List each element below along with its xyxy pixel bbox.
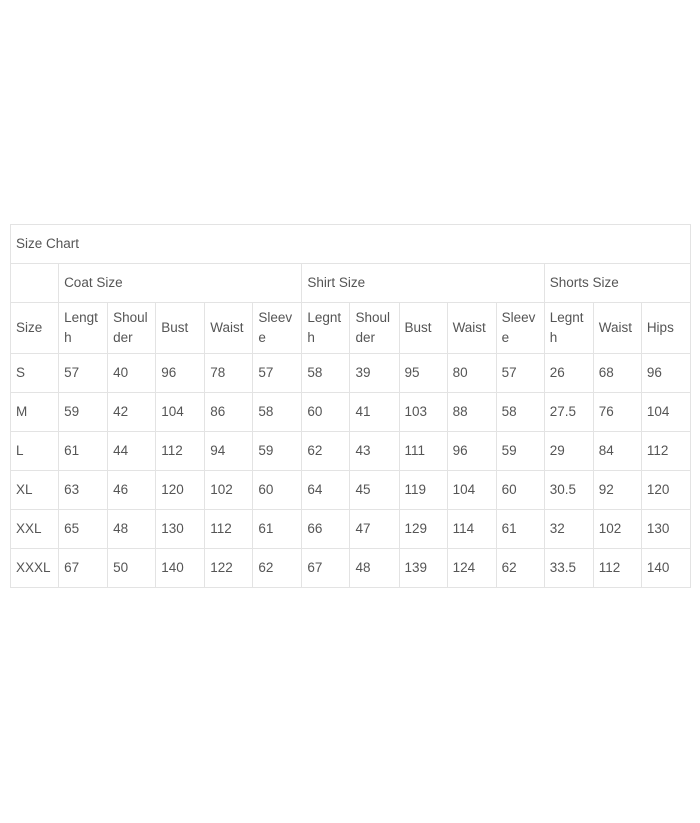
table-cell: 60 [302, 393, 350, 432]
column-header-cell: Sleeve [496, 303, 544, 354]
table-cell: 112 [593, 549, 641, 588]
table-row [11, 354, 691, 393]
table-cell: 67 [59, 549, 108, 588]
table-cell: 58 [302, 354, 350, 393]
table-row [11, 549, 691, 588]
table-cell: 130 [641, 510, 690, 549]
table-cell: 50 [108, 549, 156, 588]
table-cell: 61 [59, 432, 108, 471]
table-row [11, 432, 691, 471]
table-cell: 60 [496, 471, 544, 510]
table-cell: 130 [156, 510, 205, 549]
group-header-row [11, 264, 691, 303]
table-row [11, 393, 691, 432]
group-header-cell: Shorts Size [544, 264, 690, 303]
title-row [11, 225, 691, 264]
table-cell: 80 [447, 354, 496, 393]
table-cell: 59 [59, 393, 108, 432]
column-header-cell: Length [59, 303, 108, 354]
table-cell: 57 [496, 354, 544, 393]
table-cell: 112 [641, 432, 690, 471]
table-cell: 64 [302, 471, 350, 510]
column-header-cell: Legnth [544, 303, 593, 354]
column-header-cell: Hips [641, 303, 690, 354]
group-header-cell: Coat Size [59, 264, 302, 303]
table-cell: 104 [156, 393, 205, 432]
table-cell: 104 [447, 471, 496, 510]
table-cell: 140 [641, 549, 690, 588]
size-label-cell: XXXL [11, 549, 59, 588]
table-row [11, 471, 691, 510]
table-cell: 40 [108, 354, 156, 393]
size-label-cell: L [11, 432, 59, 471]
table-cell: 102 [593, 510, 641, 549]
table-cell: 102 [205, 471, 253, 510]
table-cell: 30.5 [544, 471, 593, 510]
table-cell: 43 [350, 432, 399, 471]
table-cell: 95 [399, 354, 447, 393]
table-cell: 68 [593, 354, 641, 393]
table-cell: 58 [253, 393, 302, 432]
table-cell: 120 [641, 471, 690, 510]
table-cell: 104 [641, 393, 690, 432]
table-cell: 96 [156, 354, 205, 393]
table-cell: 59 [496, 432, 544, 471]
group-header-cell [11, 264, 59, 303]
column-header-cell: Shoulder [108, 303, 156, 354]
table-cell: 129 [399, 510, 447, 549]
table-cell: 57 [59, 354, 108, 393]
column-header-cell: Legnth [302, 303, 350, 354]
table-cell: 58 [496, 393, 544, 432]
column-header-cell: Sleeve [253, 303, 302, 354]
table-cell: 26 [544, 354, 593, 393]
column-header-cell: Bust [399, 303, 447, 354]
table-cell: 124 [447, 549, 496, 588]
table-cell: 120 [156, 471, 205, 510]
table-cell: 59 [253, 432, 302, 471]
table-cell: 42 [108, 393, 156, 432]
table-cell: 119 [399, 471, 447, 510]
table-row [11, 510, 691, 549]
table-cell: 66 [302, 510, 350, 549]
size-chart-table [10, 224, 691, 588]
table-cell: 41 [350, 393, 399, 432]
table-cell: 29 [544, 432, 593, 471]
column-header-row [11, 303, 691, 354]
table-cell: 46 [108, 471, 156, 510]
table-cell: 140 [156, 549, 205, 588]
table-cell: 114 [447, 510, 496, 549]
table-cell: 63 [59, 471, 108, 510]
table-cell: 45 [350, 471, 399, 510]
table-cell: 62 [253, 549, 302, 588]
table-cell: 57 [253, 354, 302, 393]
table-cell: 78 [205, 354, 253, 393]
table-cell: 112 [156, 432, 205, 471]
table-cell: 86 [205, 393, 253, 432]
table-cell: 112 [205, 510, 253, 549]
table-cell: 48 [350, 549, 399, 588]
table-cell: 88 [447, 393, 496, 432]
column-header-cell: Waist [447, 303, 496, 354]
table-cell: 92 [593, 471, 641, 510]
table-title: Size Chart [11, 225, 691, 264]
table-cell: 62 [302, 432, 350, 471]
table-cell: 111 [399, 432, 447, 471]
size-label-cell: M [11, 393, 59, 432]
size-label-cell: S [11, 354, 59, 393]
table-cell: 65 [59, 510, 108, 549]
column-header-cell: Bust [156, 303, 205, 354]
size-label-cell: XL [11, 471, 59, 510]
table-cell: 96 [641, 354, 690, 393]
size-label-cell: XXL [11, 510, 59, 549]
table-cell: 96 [447, 432, 496, 471]
table-cell: 94 [205, 432, 253, 471]
table-cell: 48 [108, 510, 156, 549]
column-header-cell: Waist [593, 303, 641, 354]
table-cell: 60 [253, 471, 302, 510]
column-header-cell: Shoulder [350, 303, 399, 354]
table-cell: 61 [496, 510, 544, 549]
table-cell: 122 [205, 549, 253, 588]
table-cell: 139 [399, 549, 447, 588]
table-cell: 33.5 [544, 549, 593, 588]
table-cell: 32 [544, 510, 593, 549]
table-cell: 61 [253, 510, 302, 549]
table-cell: 84 [593, 432, 641, 471]
table-cell: 27.5 [544, 393, 593, 432]
table-cell: 44 [108, 432, 156, 471]
column-header-cell: Waist [205, 303, 253, 354]
table-cell: 103 [399, 393, 447, 432]
table-cell: 47 [350, 510, 399, 549]
table-cell: 67 [302, 549, 350, 588]
column-header-cell: Size [11, 303, 59, 354]
table-cell: 76 [593, 393, 641, 432]
table-cell: 62 [496, 549, 544, 588]
group-header-cell: Shirt Size [302, 264, 544, 303]
table-cell: 39 [350, 354, 399, 393]
